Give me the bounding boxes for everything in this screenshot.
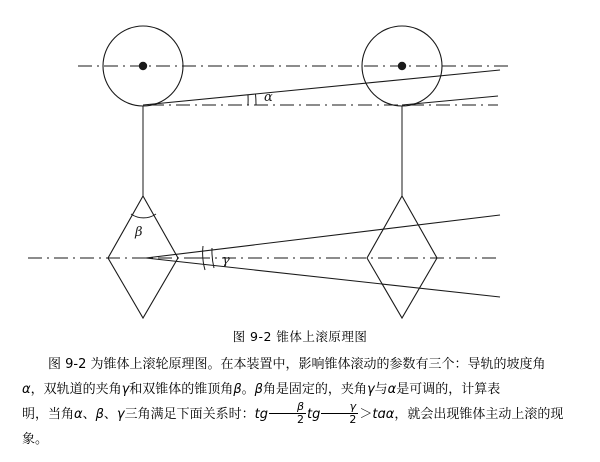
text-line2l: 是可调的，计算表	[396, 382, 501, 397]
formula-frac1-den: 2	[297, 413, 305, 426]
sym-alpha-1: α	[22, 382, 31, 397]
sym-beta-3: β	[95, 407, 104, 422]
formula-relation: ＞	[359, 407, 373, 422]
formula-frac2-den: 2	[349, 413, 357, 426]
sym-gamma-1: γ	[121, 382, 130, 397]
formula-tg2: tg	[307, 407, 321, 422]
text-line2b: ，双轨道的夹角	[30, 382, 122, 397]
text-line2j: 与	[374, 382, 388, 397]
text-line4: 象。	[22, 432, 49, 447]
formula-frac2-num: γ	[321, 401, 358, 414]
formula-fraction-gamma-2	[321, 401, 358, 425]
text-line2d: 和双锥体的锥顶角	[129, 382, 234, 397]
rail-angle-gamma	[146, 215, 500, 297]
formula-rhs-symbol: α	[385, 407, 395, 422]
text-line3e: 、	[103, 407, 117, 422]
label-beta: β	[135, 225, 143, 240]
sym-gamma-3: γ	[116, 407, 125, 422]
body-text	[22, 352, 580, 452]
text-line3a: 明，当角	[22, 407, 75, 422]
figure-caption: 图 9-2 锥体上滚原理图	[232, 329, 368, 344]
text-line3c: 、	[82, 407, 96, 422]
sym-alpha-2: α	[387, 382, 397, 397]
sym-beta-1: β	[233, 382, 242, 397]
sym-gamma-2: γ	[366, 382, 375, 397]
label-gamma: γ	[222, 253, 230, 268]
text-line2h: 角是固定的，夹角	[262, 382, 367, 397]
left-double-cone	[28, 196, 196, 318]
formula-rhs: tɑ	[372, 407, 386, 422]
formula-frac1-num: β	[269, 401, 306, 414]
right-double-cone	[352, 196, 470, 318]
text-line3-tail: ，就会出现锥体主动上滚的现	[394, 407, 564, 422]
sym-alpha-3: α	[74, 407, 83, 422]
formula-fraction-beta-2	[269, 401, 306, 425]
text-line2f: 。	[241, 382, 255, 397]
formula-tg1: tg	[254, 407, 268, 422]
incline-rail-line	[143, 70, 500, 105]
text-line1: 图 9-2 为锥体上滚轮原理图。在本装置中，影响锥体滚动的参数有三个：导轨的坡度角	[48, 357, 546, 372]
label-alpha-top: α	[264, 90, 273, 105]
sym-beta-2: β	[254, 382, 263, 397]
projection-lines	[143, 106, 402, 196]
text-line3g: 三角满足下面关系时：	[124, 407, 255, 422]
